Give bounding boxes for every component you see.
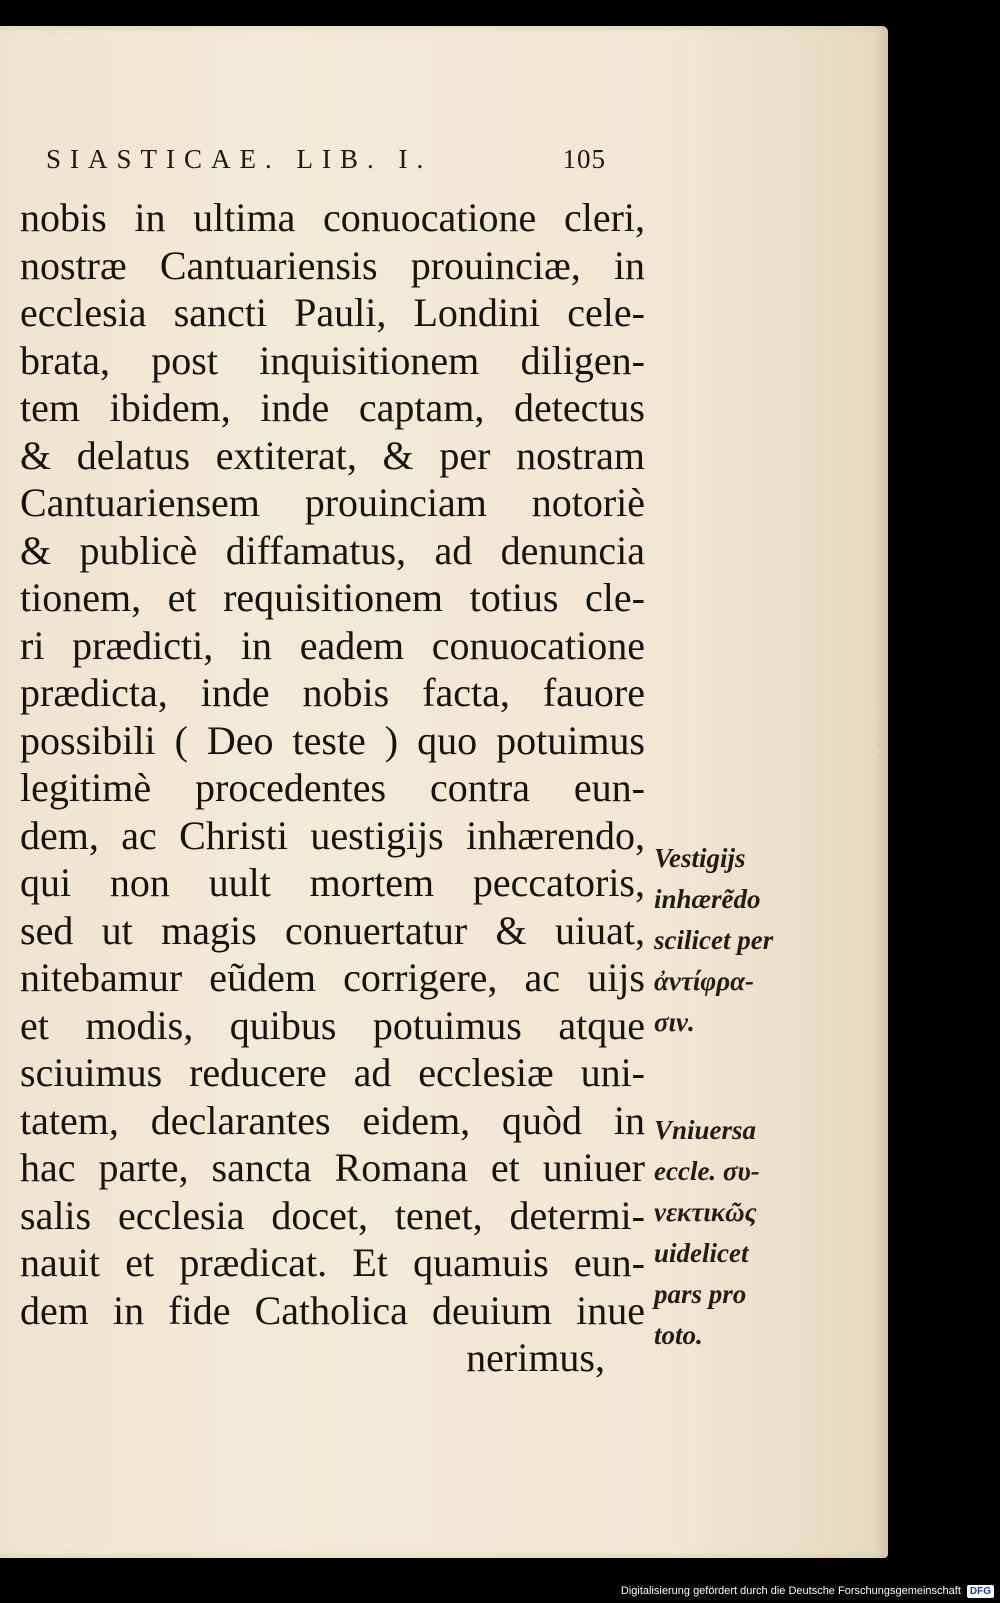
marginal-note-line: σιν.: [654, 1007, 695, 1037]
marginal-note-line: inhærẽdo: [654, 884, 761, 914]
text-line: prædicta, inde nobis facta, fauore: [20, 670, 645, 715]
text-line: tem ibidem, inde captam, detectus: [20, 385, 645, 430]
text-line: sciuimus reducere ad ecclesiæ uni-: [20, 1050, 645, 1095]
marginal-note-line: pars pro: [654, 1279, 747, 1309]
text-line: dem, ac Christi uestigijs inhærendo,: [20, 812, 645, 858]
text-line: nobis in ultima conuocatione cleri,: [20, 195, 645, 240]
text-line: & delatus extiterat, & per nostram: [20, 432, 645, 478]
text-line: possibili ( Deo teste ) quo potuimus: [20, 717, 645, 763]
text-line: qui non uult mortem peccatoris,: [20, 860, 645, 905]
marginal-note-line: Vestigijs: [654, 843, 746, 873]
marginal-note-line: toto.: [654, 1320, 703, 1350]
marginal-note-line: Vniuersa: [654, 1115, 757, 1145]
marginal-note-vniuersa: [654, 1110, 814, 1356]
text-line: salis ecclesia docet, tenet, determi-: [20, 1192, 645, 1238]
text-line: & publicè diffamatus, ad denuncia: [20, 527, 645, 573]
page-number: 105: [562, 144, 606, 174]
text-line: nostræ Cantuariensis prouinciæ, in: [20, 242, 645, 288]
text-line: dem in fide Catholica deuium inue: [20, 1287, 645, 1333]
running-head-title: SIASTICAE. LIB. I.: [46, 144, 433, 174]
page-edge-marks: · · · · ·: [876, 707, 895, 762]
marginal-note-vestigijs: [654, 838, 814, 1043]
text-line: ri prædicti, in eadem conuocatione: [20, 622, 645, 668]
marginal-note-line: uidelicet: [654, 1238, 749, 1268]
dfg-logo: DFG: [967, 1585, 994, 1598]
marginal-note-line: νεκτικῶς: [654, 1197, 757, 1227]
marginal-note-line: scilicet per: [654, 925, 774, 955]
text-line: ecclesia sancti Pauli, Londini cele-: [20, 290, 645, 335]
text-line: sed ut magis conuertatur & uiuat,: [20, 907, 645, 953]
digitization-footer: [621, 1582, 994, 1600]
text-line: brata, post inquisitionem diligen-: [20, 337, 645, 383]
text-line: hac parte, sancta Romana et uniuer: [20, 1145, 645, 1190]
text-line: tionem, et requisitionem totius cle-: [20, 575, 645, 620]
footer-credit-text: Digitalisierung gefördert durch die Deutsche Forschungsgemeinschaft: [620, 1585, 961, 1597]
book-page: [0, 26, 895, 1558]
catchword: nerimus,: [466, 1335, 605, 1380]
body-text: [20, 194, 645, 1382]
text-line: nitebamur eũdem corrigere, ac uijs: [20, 955, 645, 1000]
running-head: [46, 144, 606, 175]
text-line: et modis, quibus potuimus atque: [20, 1002, 645, 1048]
text-line: Cantuariensem prouinciam notoriè: [20, 480, 645, 525]
text-line: legitimè procedentes contra eun-: [20, 765, 645, 810]
text-line: nauit et prædicat. Et quamuis eun-: [20, 1240, 645, 1285]
text-line: tatem, declarantes eidem, quòd in: [20, 1097, 645, 1143]
marginal-note-line: ἀντίφρα-: [654, 966, 755, 996]
marginal-note-line: eccle. συ-: [654, 1156, 760, 1186]
